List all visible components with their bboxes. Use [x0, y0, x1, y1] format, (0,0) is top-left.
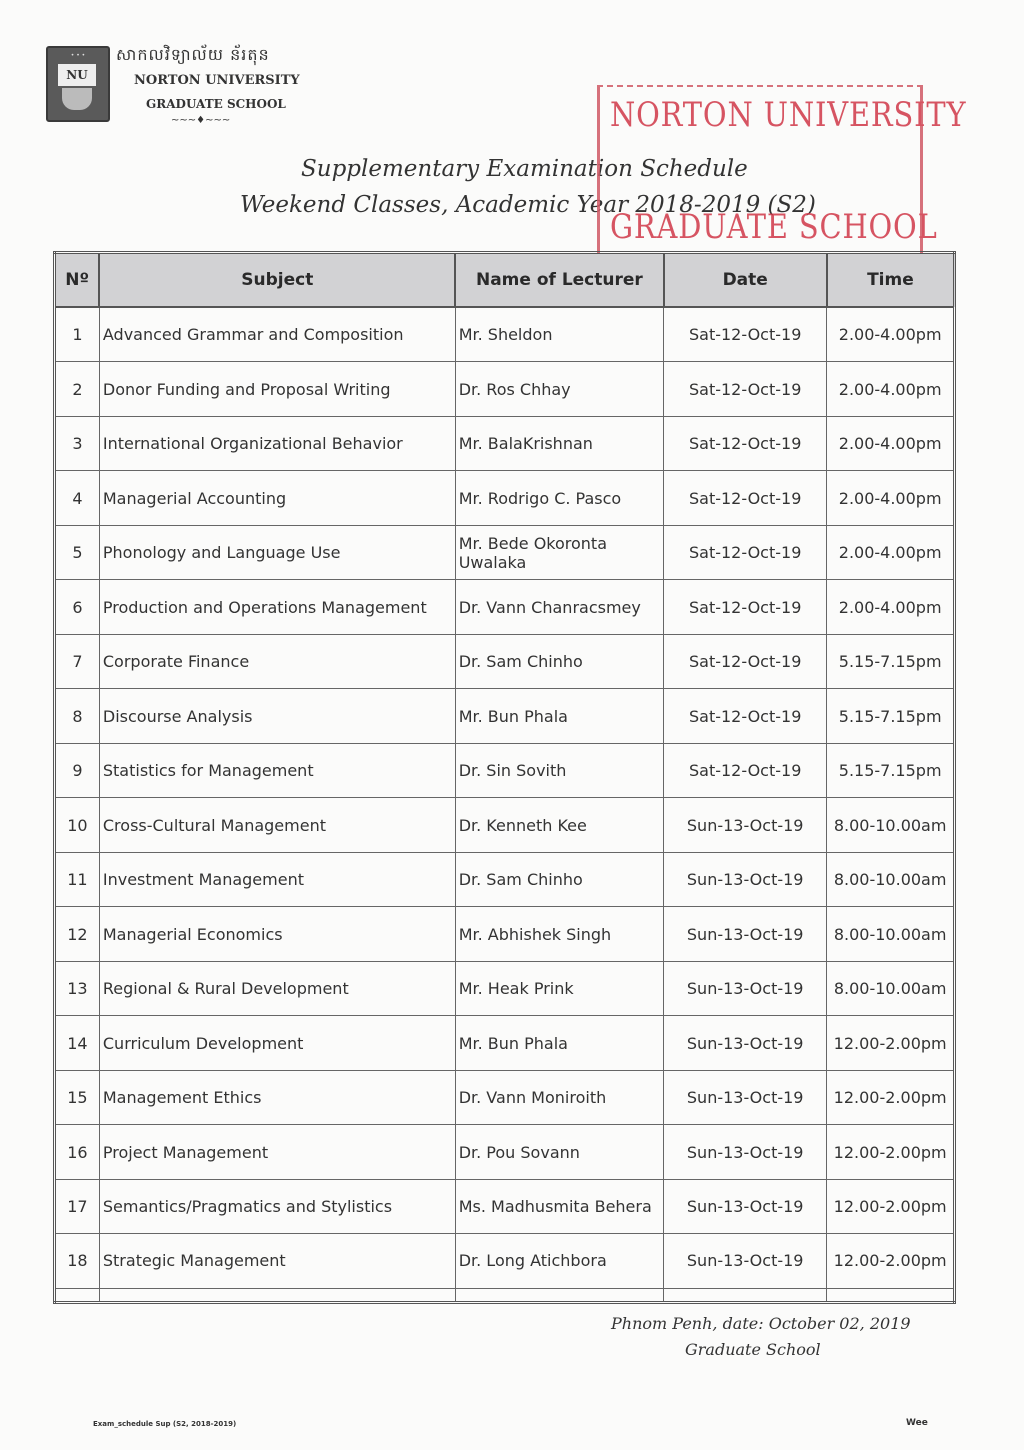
table-row	[55, 416, 955, 470]
lecturer-cell: Dr. Long Atichbora	[455, 1234, 663, 1288]
stamp-line-university: NORTON UNIVERSITY	[610, 95, 967, 135]
subject-cell: Semantics/Pragmatics and Stylistics	[99, 1179, 455, 1233]
subject-cell: Project Management	[99, 1125, 455, 1179]
lecturer-cell: Dr. Sam Chinho	[455, 852, 663, 906]
table-row	[55, 1070, 955, 1124]
time-cell: 2.00-4.00pm	[827, 307, 955, 362]
date-cell: Sat-12-Oct-19	[664, 362, 827, 416]
university-name: NORTON UNIVERSITY	[134, 73, 300, 88]
time-cell: 5.15-7.15pm	[827, 743, 955, 797]
time-cell: 5.15-7.15pm	[827, 689, 955, 743]
subject-cell: Managerial Economics	[99, 907, 455, 961]
document-title: Supplementary Examination Schedule	[301, 156, 748, 182]
time-cell: 12.00-2.00pm	[827, 1070, 955, 1124]
header-subject: Subject	[99, 253, 455, 308]
row-number: 18	[55, 1234, 100, 1288]
lecturer-cell: Ms. Madhusmita Behera	[455, 1179, 663, 1233]
time-cell: 8.00-10.00am	[827, 961, 955, 1015]
row-number: 3	[55, 416, 100, 470]
time-cell: 2.00-4.00pm	[827, 525, 955, 579]
row-number: 13	[55, 961, 100, 1015]
date-cell: Sat-12-Oct-19	[664, 525, 827, 579]
date-cell: Sat-12-Oct-19	[664, 307, 827, 362]
date-cell: Sat-12-Oct-19	[664, 416, 827, 470]
time-cell: 12.00-2.00pm	[827, 1234, 955, 1288]
subject-cell: Curriculum Development	[99, 1016, 455, 1070]
subject-cell: Strategic Management	[99, 1234, 455, 1288]
subject-cell: Investment Management	[99, 852, 455, 906]
empty-cell	[664, 1288, 827, 1302]
subject-cell: Corporate Finance	[99, 634, 455, 688]
time-cell: 2.00-4.00pm	[827, 416, 955, 470]
row-number: 11	[55, 852, 100, 906]
subject-cell: Cross-Cultural Management	[99, 798, 455, 852]
table-row	[55, 471, 955, 525]
signatory: Graduate School	[685, 1340, 821, 1359]
row-number: 1	[55, 307, 100, 362]
page-reference: Wee	[906, 1418, 928, 1428]
official-stamp	[597, 85, 967, 261]
table-row	[55, 307, 955, 362]
time-cell: 8.00-10.00am	[827, 907, 955, 961]
date-cell: Sat-12-Oct-19	[664, 689, 827, 743]
ornament-divider: ~~~♦~~~	[171, 115, 231, 126]
lecturer-cell: Dr. Sam Chinho	[455, 634, 663, 688]
lecturer-cell: Mr. Bede Okoronta Uwalaka	[455, 525, 663, 579]
document-subtitle: Weekend Classes, Academic Year 2018-2019 (S2)	[240, 192, 816, 218]
table-row	[55, 1125, 955, 1179]
date-cell: Sun-13-Oct-19	[664, 852, 827, 906]
stamp-line-school: GRADUATE SCHOOL	[610, 207, 938, 247]
subject-cell: Donor Funding and Proposal Writing	[99, 362, 455, 416]
header-lecturer: Name of Lecturer	[455, 253, 663, 308]
document-filename: Exam_schedule Sup (S2, 2018-2019)	[93, 1420, 237, 1428]
subject-cell: Discourse Analysis	[99, 689, 455, 743]
empty-cell	[55, 1288, 100, 1302]
time-cell: 2.00-4.00pm	[827, 362, 955, 416]
row-number: 9	[55, 743, 100, 797]
row-number: 14	[55, 1016, 100, 1070]
empty-cell	[455, 1288, 663, 1302]
subject-cell: Phonology and Language Use	[99, 525, 455, 579]
lecturer-cell: Mr. Heak Prink	[455, 961, 663, 1015]
date-cell: Sun-13-Oct-19	[664, 1234, 827, 1288]
khmer-university-name: សាកលវិទ្យាល័យ ន័រតុន	[116, 45, 270, 64]
table-row	[55, 1234, 955, 1288]
table-row	[55, 525, 955, 579]
subject-cell: Production and Operations Management	[99, 580, 455, 634]
table-row	[55, 907, 955, 961]
row-number: 12	[55, 907, 100, 961]
subject-cell: Managerial Accounting	[99, 471, 455, 525]
table-row	[55, 689, 955, 743]
row-number: 17	[55, 1179, 100, 1233]
lecturer-cell: Dr. Vann Chanracsmey	[455, 580, 663, 634]
header-date: Date	[664, 253, 827, 308]
lecturer-cell: Dr. Kenneth Kee	[455, 798, 663, 852]
row-number: 8	[55, 689, 100, 743]
table-filler-row	[55, 1288, 955, 1302]
date-cell: Sat-12-Oct-19	[664, 580, 827, 634]
date-cell: Sun-13-Oct-19	[664, 961, 827, 1015]
table-row	[55, 634, 955, 688]
row-number: 5	[55, 525, 100, 579]
lecturer-cell: Mr. Rodrigo C. Pasco	[455, 471, 663, 525]
lecturer-cell: Dr. Vann Moniroith	[455, 1070, 663, 1124]
table-row	[55, 1179, 955, 1233]
subject-cell: Regional & Rural Development	[99, 961, 455, 1015]
lecturer-cell: Mr. BalaKrishnan	[455, 416, 663, 470]
date-cell: Sun-13-Oct-19	[664, 907, 827, 961]
row-number: 2	[55, 362, 100, 416]
logo-shield-icon	[62, 88, 92, 110]
row-number: 7	[55, 634, 100, 688]
table-row	[55, 743, 955, 797]
lecturer-cell: Mr. Bun Phala	[455, 1016, 663, 1070]
subject-cell: Statistics for Management	[99, 743, 455, 797]
header-no: Nº	[55, 253, 100, 308]
lecturer-cell: Dr. Sin Sovith	[455, 743, 663, 797]
date-cell: Sun-13-Oct-19	[664, 1016, 827, 1070]
empty-cell	[99, 1288, 455, 1302]
logo-ring-text: • • •	[70, 52, 86, 59]
row-number: 4	[55, 471, 100, 525]
table-row	[55, 852, 955, 906]
row-number: 10	[55, 798, 100, 852]
date-cell: Sat-12-Oct-19	[664, 634, 827, 688]
time-cell: 2.00-4.00pm	[827, 580, 955, 634]
lecturer-cell: Mr. Sheldon	[455, 307, 663, 362]
empty-cell	[827, 1288, 955, 1302]
date-cell: Sun-13-Oct-19	[664, 1070, 827, 1124]
exam-schedule-table	[53, 251, 956, 1304]
row-number: 15	[55, 1070, 100, 1124]
university-logo	[46, 46, 110, 122]
time-cell: 12.00-2.00pm	[827, 1125, 955, 1179]
place-and-date: Phnom Penh, date: October 02, 2019	[611, 1314, 911, 1333]
lecturer-cell: Mr. Abhishek Singh	[455, 907, 663, 961]
table-row	[55, 1016, 955, 1070]
logo-monogram: NU	[58, 64, 96, 86]
time-cell: 2.00-4.00pm	[827, 471, 955, 525]
table-header-row	[55, 253, 955, 308]
table-row	[55, 961, 955, 1015]
date-cell: Sun-13-Oct-19	[664, 1179, 827, 1233]
header-time: Time	[827, 253, 955, 308]
table-row	[55, 362, 955, 416]
subject-cell: Advanced Grammar and Composition	[99, 307, 455, 362]
lecturer-cell: Dr. Ros Chhay	[455, 362, 663, 416]
table-row	[55, 798, 955, 852]
date-cell: Sun-13-Oct-19	[664, 798, 827, 852]
school-name: GRADUATE SCHOOL	[146, 97, 286, 111]
time-cell: 5.15-7.15pm	[827, 634, 955, 688]
time-cell: 12.00-2.00pm	[827, 1179, 955, 1233]
lecturer-cell: Dr. Pou Sovann	[455, 1125, 663, 1179]
table-row	[55, 580, 955, 634]
lecturer-cell: Mr. Bun Phala	[455, 689, 663, 743]
time-cell: 8.00-10.00am	[827, 798, 955, 852]
subject-cell: International Organizational Behavior	[99, 416, 455, 470]
row-number: 6	[55, 580, 100, 634]
date-cell: Sun-13-Oct-19	[664, 1125, 827, 1179]
row-number: 16	[55, 1125, 100, 1179]
date-cell: Sat-12-Oct-19	[664, 743, 827, 797]
time-cell: 8.00-10.00am	[827, 852, 955, 906]
time-cell: 12.00-2.00pm	[827, 1016, 955, 1070]
subject-cell: Management Ethics	[99, 1070, 455, 1124]
date-cell: Sat-12-Oct-19	[664, 471, 827, 525]
